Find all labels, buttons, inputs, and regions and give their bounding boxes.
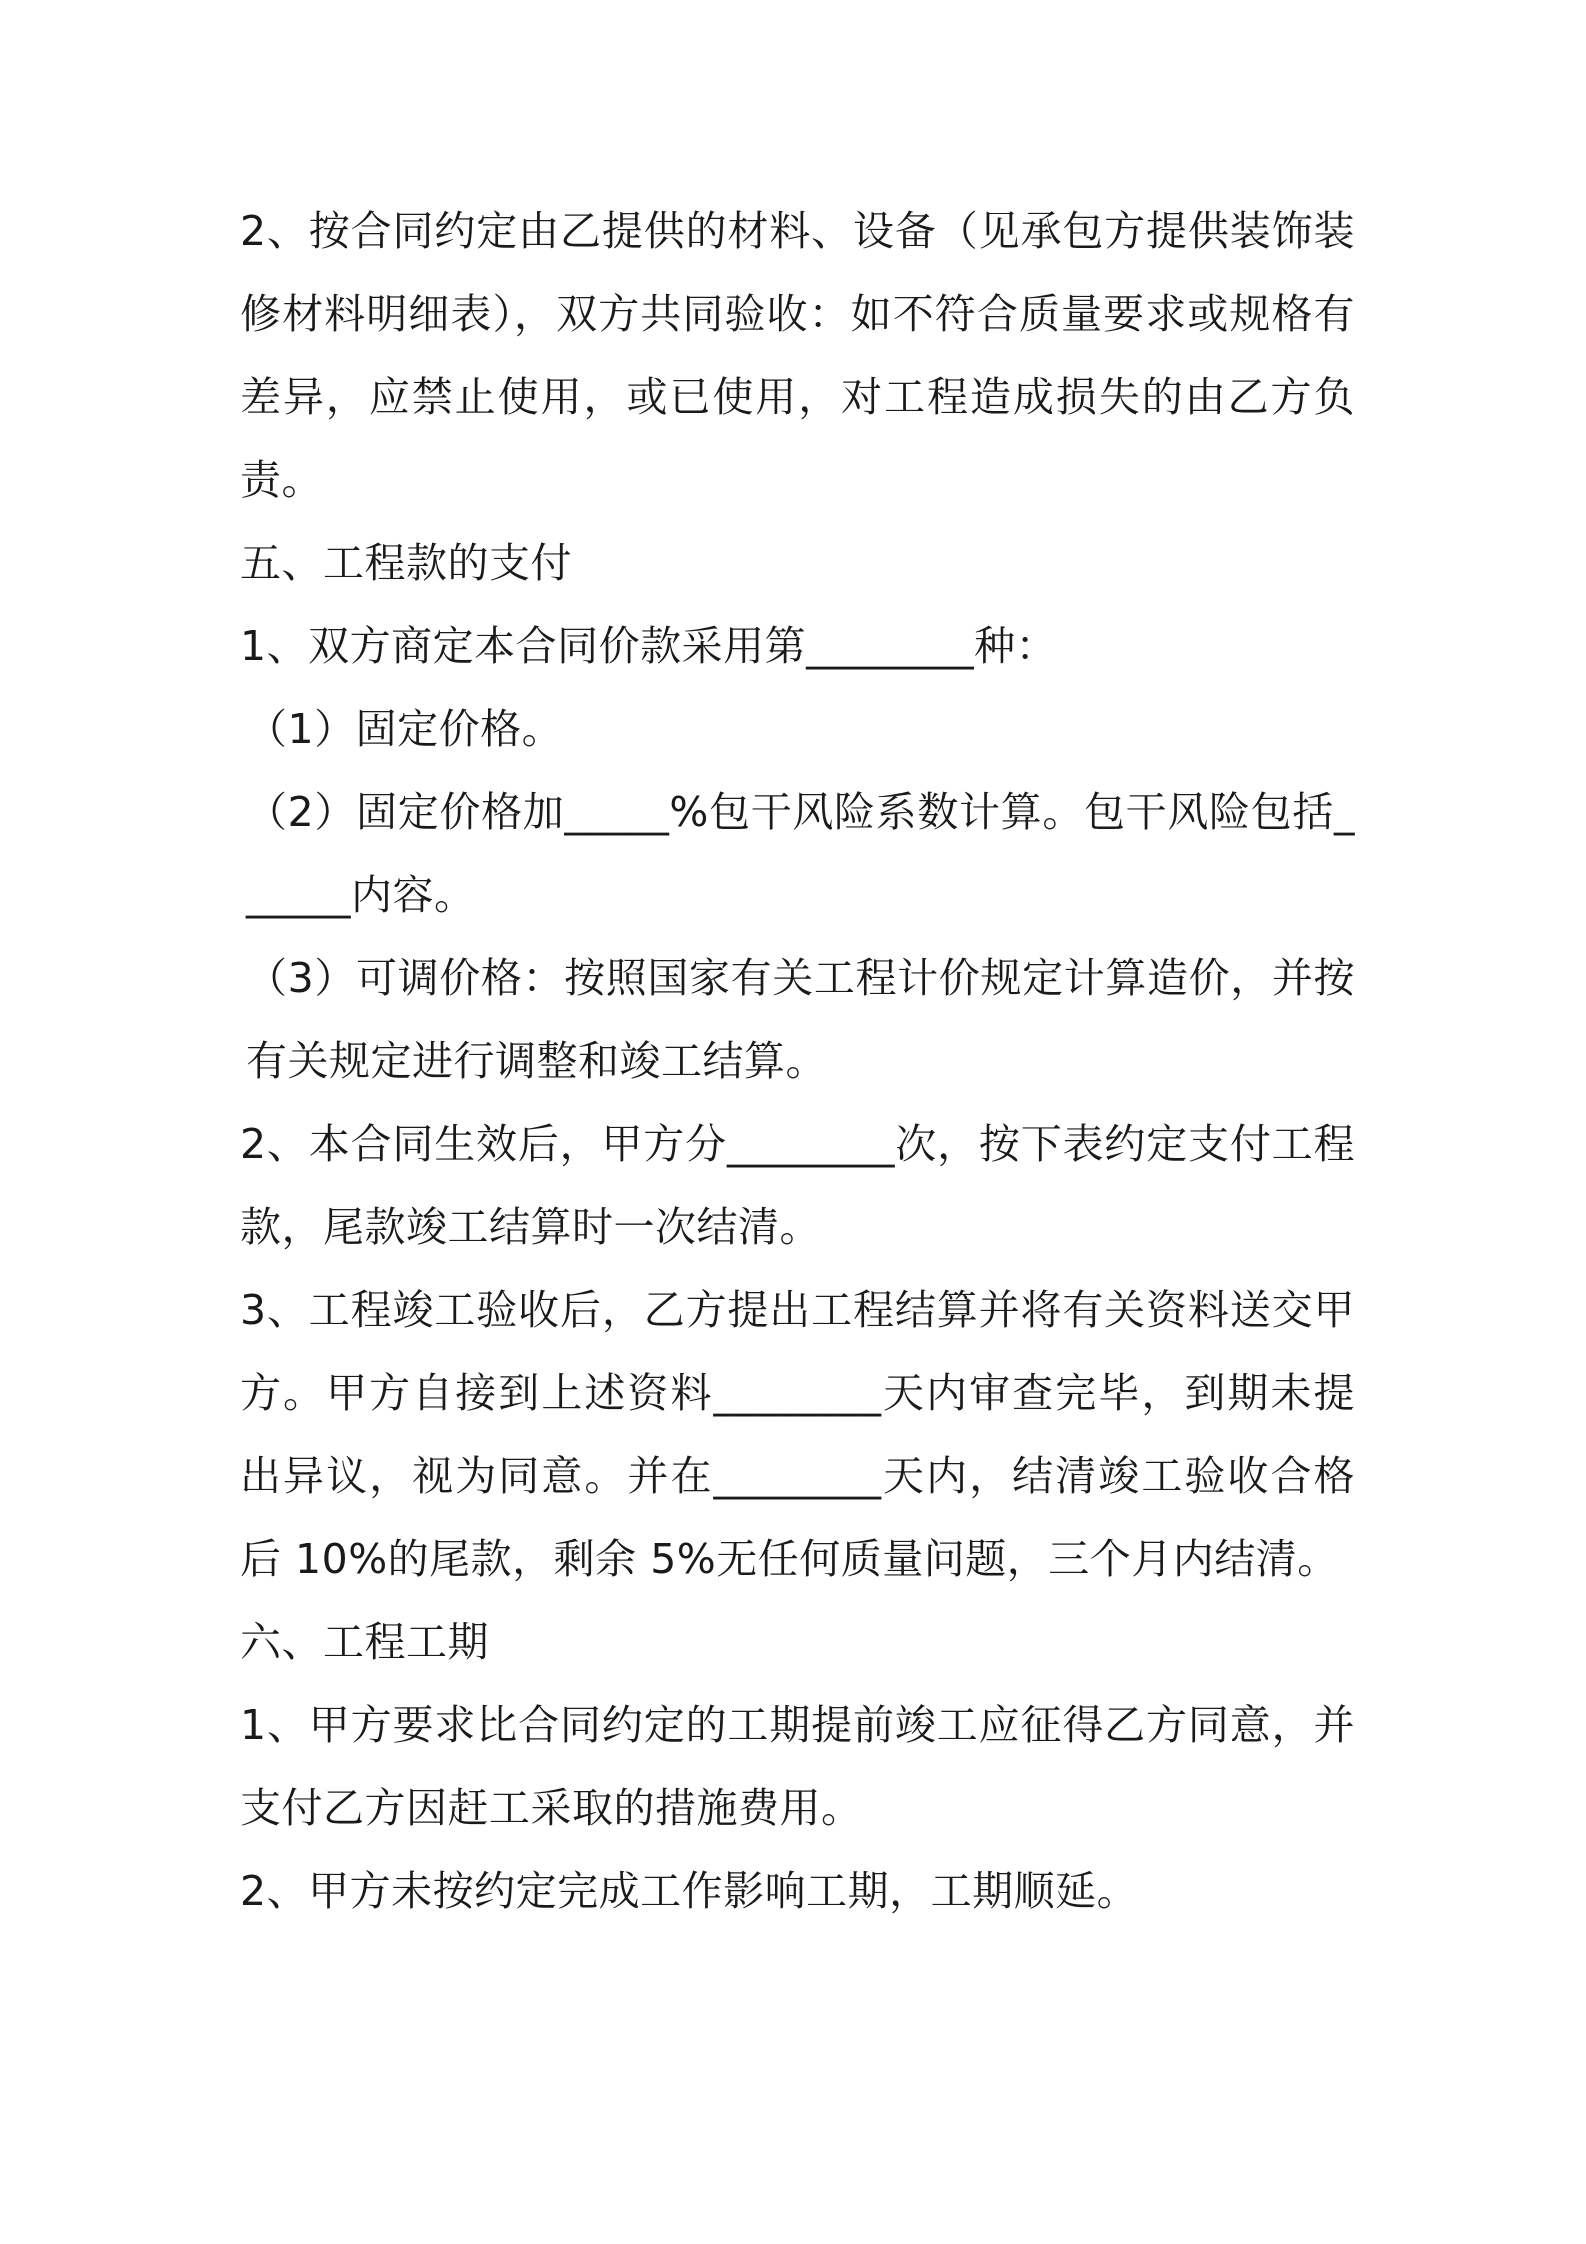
clause-5-1-option-fixed-price: （1）固定价格。 xyxy=(246,705,564,753)
clause-5-1-option-adjustable-price: （3）可调价格：按照国家有关工程计价规定计算造价，并按有关规定进行调整和竣工结算。 xyxy=(246,954,1355,1085)
section-heading-5-payment: 五、工程款的支付 xyxy=(240,539,572,587)
document-body xyxy=(240,190,1355,1933)
clause-6-1-early-completion: 1、甲方要求比合同约定的工期提前竣工应征得乙方同意，并支付乙方因赶工采取的措施费用。 xyxy=(240,1701,1355,1832)
clause-6-2-delay-extension: 2、甲方未按约定完成工作影响工期，工期顺延。 xyxy=(240,1867,1139,1915)
clause-5-2-installments: 2、本合同生效后，甲方分________次，按下表约定支付工程款，尾款竣工结算时一次结清。 xyxy=(240,1120,1355,1251)
clause-4-2-materials-inspection: 2、按合同约定由乙提供的材料、设备（见承包方提供装饰装修材料明细表），双方共同验收：如不符合质量要求或规格有差异，应禁止使用，或已使用，对工程造成损失的由乙方负责。 xyxy=(240,207,1355,504)
clause-5-1-price-method: 1、双方商定本合同价款采用第________种： xyxy=(240,622,1058,670)
clause-5-3-final-settlement: 3、工程竣工验收后，乙方提出工程结算并将有关资料送交甲方。甲方自接到上述资料________天内审查完毕，到期未提出异议，视为同意。并在________天内，结清竣工验收合格后 10%的尾款，剩余 5%无任何质量问题，三个月内结清。 xyxy=(240,1286,1355,1583)
clause-5-1-option-risk-coefficient: （2）固定价格加_____%包干风险系数计算。包干风险包括______内容。 xyxy=(246,788,1355,919)
section-heading-6-schedule: 六、工程工期 xyxy=(240,1618,489,1666)
